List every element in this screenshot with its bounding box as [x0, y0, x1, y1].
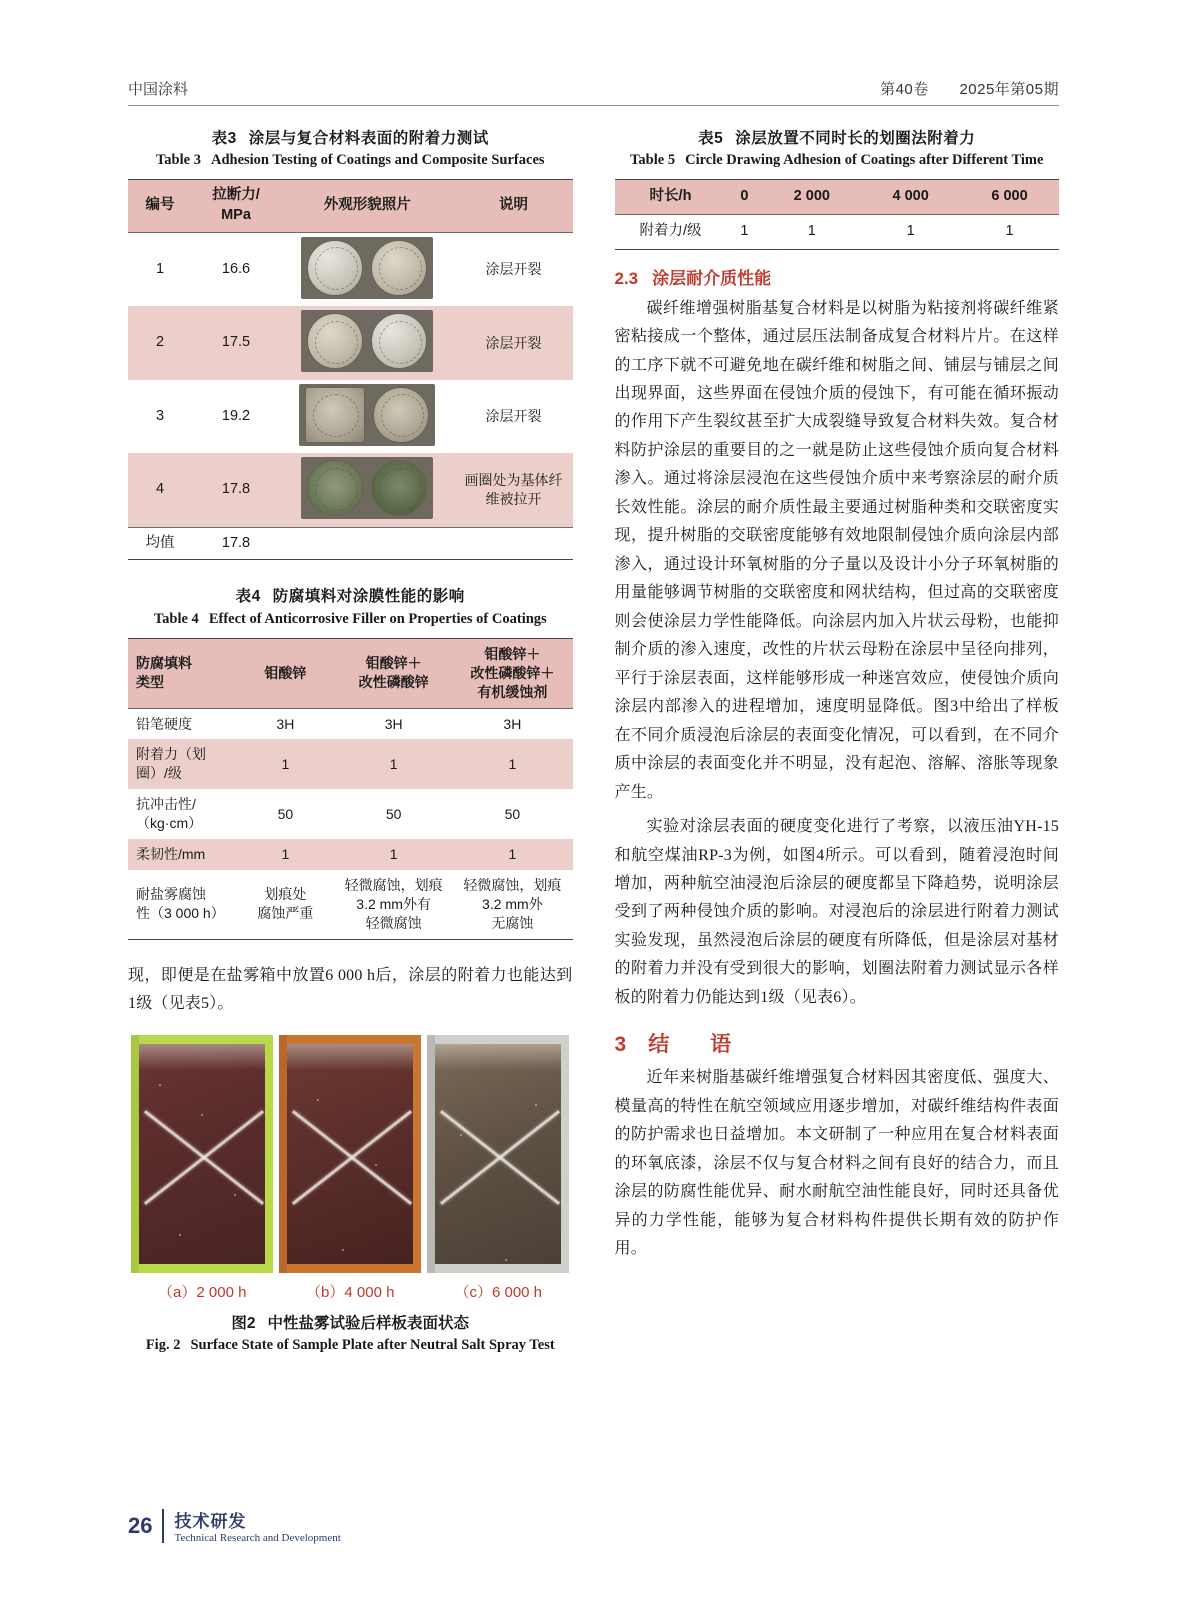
- specimen-photo-pair: [301, 310, 433, 372]
- figure-2-caption: [128, 1312, 573, 1357]
- issue-info: [854, 78, 1059, 99]
- table4-th-col2: 钼酸锌＋ 改性磷酸锌: [358, 655, 429, 691]
- left-paragraph-1: 现，即便是在盐雾箱中放置6 000 h后，涂层的附着力也能达到1级（见表5）。: [128, 966, 573, 1013]
- table5-label-cn: 表5: [698, 130, 724, 147]
- table3-photo-4: [280, 453, 455, 527]
- table4-v-3-0: 1: [281, 846, 290, 863]
- table-row: [128, 708, 573, 739]
- table-row: [128, 870, 573, 939]
- specimen-photo-pair: [299, 384, 435, 446]
- table3-photo-2: [280, 306, 455, 380]
- plate-top-band: [139, 1044, 265, 1070]
- table5-adhesion-2: 1: [906, 223, 915, 240]
- footer-section-en: Technical Research and Development: [174, 1532, 341, 1544]
- corrosion-speck: [505, 1259, 507, 1261]
- plate-top-band: [287, 1044, 413, 1070]
- section-3-title: 结 语: [648, 1033, 742, 1057]
- table4-th-col3: 钼酸锌＋ 改性磷酸锌＋ 有机缓蚀剂: [470, 645, 555, 700]
- specimen-photo-pair: [301, 237, 433, 299]
- page-footer: [128, 1507, 341, 1544]
- table4-v-3-2: 1: [508, 846, 517, 863]
- running-head: [128, 78, 1059, 106]
- figure-2-label-en: Fig. 2: [145, 1336, 181, 1353]
- table3-header-row: [128, 180, 573, 232]
- footer-section-cn: 技术研发: [174, 1512, 247, 1531]
- table3-no-4: 4: [155, 481, 165, 498]
- page-number: 26: [128, 1512, 153, 1538]
- table4-row-impact: 抗冲击性/ （kg·cm）: [136, 796, 203, 832]
- table-row: [128, 789, 573, 839]
- table4-title-en: Effect of Anticorrosive Filler on Properties of Coatings: [208, 610, 547, 627]
- table3-label-cn: 表3: [211, 130, 237, 147]
- table-anticorrosive-filler: [128, 638, 573, 940]
- specimen-icon: [371, 460, 427, 516]
- figure-2-title-en: Surface State of Sample Plate after Neutral Salt Spray Test: [190, 1336, 555, 1353]
- specimen-icon: [371, 313, 427, 369]
- section-2-3-paragraph-1: 碳纤维增强树脂基复合材料是以树脂为粘接剂将碳纤维紧密粘接成一个整体，通过层压法制备成复合材料片片。在这样的工序下就不可避免地在碳纤维和树脂之间、铺层与铺层之间出现界面，这些界面在侵蚀介质的侵蚀下，有可能在循环振动的作用下产生裂纹甚至扩大成裂缝导致复合材料失效。复合材料防护涂层的重要目的之一就是防止这些侵蚀介质向复合材料渗入。通过将涂层浸泡在这些侵蚀介质中来考察涂层的耐介质长效性能。涂层的耐介质性最主要通过树脂种类和交联密度实现，提升树脂的交联密度能够有效地限制侵蚀介质向涂层内部渗入，通过设计环氧树脂的分子量以及设计小分子环氧树脂的用量能够调节树脂的交联密度和网状结构，但过高的交联密度则会使涂层力学性能降低。向涂层内加入片状云母粉，也能抑制介质的渗入速度，改性的片状云母粉在涂层中呈径向排列，平行于涂层表面，这样能够形成一种迷宫效应，使侵蚀介质向涂层内部渗入的进程增加，速度明显降低。图3中给出了样板在不同介质浸泡后涂层的表面变化情况，可以看到，在不同介质中涂层的表面变化并不明显，没有起泡、溶解、溶胀等现象产生。: [614, 299, 1059, 801]
- section-2-3-number: 2.3: [614, 268, 639, 288]
- volume-label: 第40卷: [880, 81, 929, 98]
- table4-v-2-2: 50: [504, 805, 521, 822]
- sample-plate-c-image: [427, 1035, 569, 1273]
- table-row: [615, 215, 1060, 250]
- table-row: [128, 306, 573, 380]
- table-adhesion-testing: [128, 179, 573, 560]
- sample-plate-a-image: [131, 1035, 273, 1273]
- table4-row-flexibility: 柔韧性/mm: [136, 846, 206, 863]
- table4-title-cn: 防腐填料对涂膜性能的影响: [272, 588, 465, 606]
- plate-surface: [287, 1044, 413, 1264]
- table5-duration-1: 2 000: [793, 188, 830, 205]
- table4-v-0-1: 3H: [384, 715, 403, 732]
- table3-note-3: 涂层开裂: [485, 408, 542, 425]
- corrosion-speck: [201, 1114, 203, 1116]
- table4-v-4-1: 轻微腐蚀，划痕 3.2 mm外有 轻微腐蚀: [344, 876, 443, 931]
- table3-caption: [128, 128, 573, 171]
- table3-th-note: 说明: [499, 197, 528, 214]
- figure-2-images: [128, 1035, 573, 1273]
- right-column: [615, 128, 1060, 1357]
- tape-edge: [279, 1035, 287, 1273]
- specimen-icon: [307, 313, 363, 369]
- table4-th-col1: 钼酸锌: [264, 664, 307, 681]
- section-3-paragraph-1: 近年来树脂基碳纤维增强复合材料因其密度低、强度大、模量高的特性在航空领域应用逐步增加，对碳纤维结构件表面的防护需求也日益增加。本文研制了一种应用在复合材料表面的环氧底漆，涂层不仅与复合材料之间有良好的结合力，而且涂层的防腐性能优异、耐水耐航空油性能良好，同时还具备优异的力学性能，能够为复合材料构件提供长期有效的防护作用。: [614, 1069, 1059, 1258]
- specimen-icon: [305, 387, 365, 443]
- table3-no-2: 2: [155, 334, 165, 351]
- sample-plate-b-image: [279, 1035, 421, 1273]
- table4-th-type: 防腐填料 类型: [136, 655, 192, 691]
- table4-row-pencil-hardness: 铅笔硬度: [136, 715, 192, 732]
- table4-label-en: Table 4: [153, 610, 199, 627]
- table3-mean-row: [128, 527, 573, 560]
- table5-title-en: Circle Drawing Adhesion of Coatings after Different Time: [685, 152, 1044, 169]
- table4-row-saltspray: 耐盐雾腐蚀 性（3 000 h）: [136, 886, 225, 922]
- table5-label-en: Table 5: [630, 152, 676, 169]
- corrosion-speck: [317, 1099, 319, 1101]
- table5-title-cn: 涂层放置不同时长的划圈法附着力: [735, 130, 976, 147]
- figure-2: [128, 1035, 573, 1357]
- table4-v-3-1: 1: [389, 846, 398, 863]
- corrosion-speck: [535, 1104, 537, 1106]
- two-column-body: [128, 128, 1059, 1357]
- figure-2-title-cn: 中性盐雾试验后样板表面状态: [267, 1314, 470, 1332]
- table-row: [128, 839, 573, 870]
- table5-th-duration: 时长/h: [649, 188, 692, 205]
- table4-v-0-0: 3H: [276, 715, 295, 732]
- specimen-icon: [373, 387, 429, 443]
- table4-v-4-0: 划痕处 腐蚀严重: [257, 886, 314, 922]
- figure-2-label-a: （a）2 000 h: [158, 1283, 247, 1301]
- corrosion-speck: [234, 1194, 236, 1196]
- table4-header-row: [128, 638, 573, 708]
- table4-v-1-2: 1: [508, 755, 517, 772]
- corrosion-speck: [179, 1234, 181, 1236]
- table5-adhesion-3: 1: [1005, 223, 1014, 240]
- tape-edge: [131, 1035, 139, 1273]
- table5-caption: [615, 128, 1060, 171]
- corrosion-speck: [159, 1084, 161, 1086]
- table-row: [128, 739, 573, 789]
- issue-label: 2025年第05期: [959, 81, 1059, 98]
- table4-v-0-2: 3H: [503, 715, 522, 732]
- table4-v-1-0: 1: [281, 755, 290, 772]
- table-circle-drawing-adhesion: [615, 179, 1060, 249]
- table5-adhesion-1: 1: [807, 223, 816, 240]
- table3-mean-blank1: [280, 527, 455, 560]
- table3-no-3: 3: [155, 407, 165, 424]
- table5-adhesion-0: 1: [740, 223, 749, 240]
- table5-th-adhesion: 附着力/级: [639, 223, 702, 240]
- table5-duration-3: 6 000: [991, 188, 1028, 205]
- table3-photo-1: [280, 232, 455, 306]
- plate-surface: [139, 1044, 265, 1264]
- specimen-icon: [307, 240, 363, 296]
- table-row: [128, 453, 573, 527]
- table5-header-row: [615, 180, 1060, 215]
- left-column: [128, 128, 573, 1357]
- table3-label-en: Table 3: [155, 152, 201, 169]
- table3-th-no: 编号: [145, 197, 175, 214]
- table4-label-cn: 表4: [235, 588, 261, 606]
- table3-note-4: 画圈处为基体纤维被拉开: [464, 472, 563, 508]
- plate-surface: [435, 1044, 561, 1264]
- table3-no-1: 1: [155, 260, 165, 277]
- table4-v-4-2: 轻微腐蚀，划痕 3.2 mm外 无腐蚀: [463, 876, 562, 931]
- table-row: [128, 380, 573, 454]
- table3-mean-value: 17.8: [221, 534, 251, 551]
- section-2-3-paragraph-2: 实验对涂层表面的硬度变化进行了考察，以液压油YH-15和航空煤油RP-3为例，如图4所示。可以看到，随着浸泡时间增加，两种航空油浸泡后涂层的硬度都呈下降趋势，说明涂层受到了两种侵蚀介质的影响。对浸泡后的涂层进行附着力测试实验发现，虽然浸泡后涂层的硬度有所降低，但是涂层对基材的附着力并没有受到很大的影响，划圈法附着力测试显示各样板的附着力仍能达到1级（见表6）。: [614, 818, 1059, 1006]
- table3-mean-label: 均值: [145, 534, 175, 551]
- footer-section-name: [174, 1507, 340, 1544]
- table3-note-1: 涂层开裂: [485, 260, 542, 277]
- figure-2-sublabels: [128, 1281, 573, 1302]
- table-row: [128, 232, 573, 306]
- section-3-heading: [615, 1028, 1060, 1058]
- figure-2-label-b: （b）4 000 h: [306, 1283, 395, 1301]
- section-3-number: 3: [614, 1033, 627, 1057]
- plate-top-band: [435, 1044, 561, 1070]
- table3-note-2: 涂层开裂: [485, 334, 542, 351]
- section-2-3-heading: [615, 264, 1060, 289]
- figure-2-label-c: （c）6 000 h: [454, 1283, 543, 1301]
- corrosion-speck: [460, 1134, 462, 1136]
- footer-divider: [162, 1509, 164, 1543]
- tape-edge: [427, 1035, 435, 1273]
- table4-v-2-0: 50: [277, 805, 294, 822]
- corrosion-speck: [375, 1164, 377, 1166]
- table4-v-2-1: 50: [385, 805, 402, 822]
- table3-force-3: 19.2: [221, 407, 251, 424]
- table3-force-2: 17.5: [221, 334, 251, 351]
- table4-row-adhesion: 附着力（划 圈）/级: [136, 746, 206, 782]
- table3-force-1: 16.6: [221, 260, 251, 277]
- table3-th-force: 拉断力/ MPa: [212, 187, 260, 224]
- table3-mean-blank2: [455, 527, 573, 560]
- corrosion-speck: [342, 1249, 344, 1251]
- figure-2-label-cn: 图2: [231, 1314, 256, 1332]
- table3-th-photo: 外观形貌照片: [323, 197, 411, 214]
- table5-duration-2: 4 000: [892, 188, 929, 205]
- section-2-3-title: 涂层耐介质性能: [652, 268, 772, 288]
- table3-photo-3: [280, 380, 455, 454]
- specimen-photo-pair: [301, 457, 433, 519]
- table4-v-1-1: 1: [389, 755, 398, 772]
- table3-title-cn: 涂层与复合材料表面的附着力测试: [248, 130, 489, 147]
- table5-duration-0: 0: [740, 188, 749, 205]
- table4-caption: [128, 586, 573, 629]
- journal-name: 中国涂料: [128, 81, 189, 98]
- specimen-icon: [307, 460, 363, 516]
- table3-title-en: Adhesion Testing of Coatings and Composite Surfaces: [210, 152, 545, 169]
- specimen-icon: [371, 240, 427, 296]
- table3-force-4: 17.8: [221, 481, 251, 498]
